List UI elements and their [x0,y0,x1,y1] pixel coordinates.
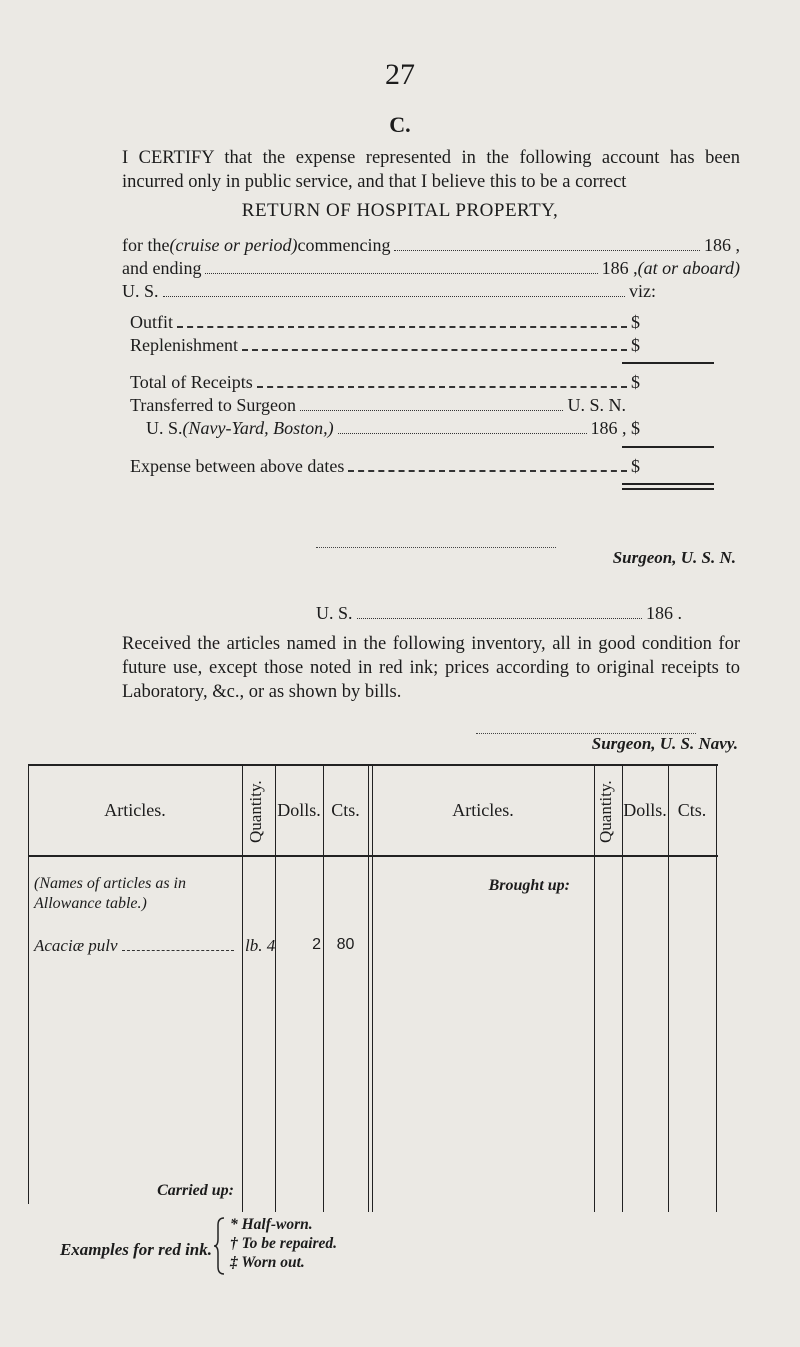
header-quantity-right: Quantity. [596,780,615,844]
header-dolls-left: Dolls. [277,800,321,820]
replenishment-row: Replenishment $ [130,335,640,355]
signature-line [316,547,556,548]
article-row [34,936,238,957]
legend-item: * Half-worn. [230,1216,313,1233]
us-date-line: U. S. 186 . [316,603,682,623]
brace-icon [214,1217,226,1275]
names-note: (Names of articles as in Allowance table.) [34,875,186,912]
return-heading: RETURN OF HOSPITAL PROPERTY, [241,200,559,221]
legend-item: ‡ Worn out. [230,1254,305,1271]
surgeon-usn-label: Surgeon, U. S. N. [612,548,736,567]
header-articles-right: Articles. [452,800,514,820]
fill-line [394,249,700,251]
navy-yard-row: U. S. (Navy-Yard, Boston,) 186 , $ [146,418,640,438]
header-articles-left: Articles. [104,800,166,820]
transferred-row: Transferred to Surgeon U. S. N. [130,395,626,415]
article-cts: 80 [336,936,355,953]
inventory-table [28,764,718,1214]
header-dolls-right: Dolls. [623,800,667,820]
legend-items [230,1215,337,1272]
carried-up: Carried up: [157,1182,234,1199]
ship-line: U. S. viz: [122,281,656,301]
total-receipts-row: Total of Receipts $ [130,372,640,392]
surgeon-navy-label: Surgeon, U. S. Navy. [591,734,738,753]
ending-line: and ending 186 , (at or aboard) [122,258,740,278]
article-name: Acaciæ pulv [34,936,118,955]
outfit-row: Outfit $ [130,312,640,332]
legend-label: Examples for red ink. [59,1240,212,1259]
sum-rule [622,446,714,448]
article-dolls: 2 [312,936,321,953]
article-quantity: lb. 4 [245,936,276,955]
expense-row: Expense between above dates $ [130,456,640,476]
legend-brace [214,1217,226,1275]
certify-text: I CERTIFY that the expense represented in the following account has been incurred only in public service, and that I believe this to be a correct [122,148,740,192]
double-rule [622,488,714,490]
fill-line [205,272,597,274]
period-line: for the (cruise or period) commencing 186 , [122,235,740,255]
brought-up: Brought up: [488,877,570,894]
header-cts-right: Cts. [677,800,707,820]
legend-item: † To be repaired. [230,1235,338,1252]
sum-rule [622,362,714,364]
header-quantity-left: Quantity. [246,780,265,844]
header-cts-left: Cts. [331,800,360,820]
page-number: 27 [385,58,415,91]
double-rule [622,483,714,485]
fill-line [163,295,625,297]
form-letter: C. [389,112,411,137]
received-text: Received the articles named in the following inventory, all in good condition for future use, except those noted in red ink; prices according to original receipts to Laboratory, &c., or as shown by bills. [122,634,740,702]
